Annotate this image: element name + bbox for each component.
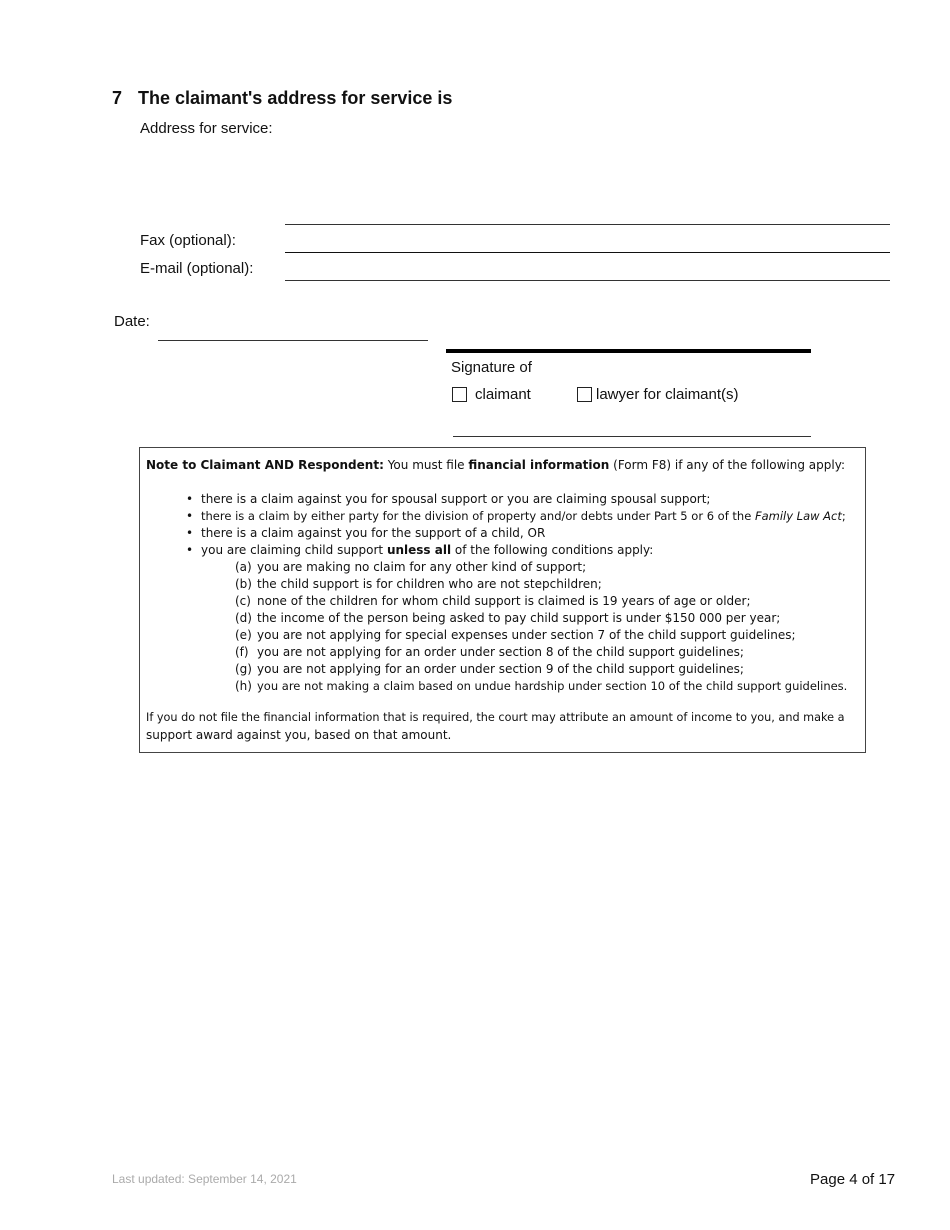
condition-text: you are not applying for an order under section 9 of the child support guidelines; xyxy=(257,662,744,676)
condition-text: you are not applying for special expenses under section 7 of the child support guidelines; xyxy=(257,628,796,642)
condition-letter: (c) xyxy=(235,594,251,608)
signature-divider xyxy=(446,349,811,353)
unless-all-text: unless all xyxy=(386,543,452,557)
condition-letter: (g) xyxy=(235,662,252,676)
date-label: Date: xyxy=(114,313,150,330)
email-label: E-mail (optional): xyxy=(140,260,254,277)
bullet-property-division xyxy=(201,509,846,523)
note-intro xyxy=(146,458,845,472)
fax-field[interactable] xyxy=(285,252,890,253)
bullet-icon: • xyxy=(186,492,194,506)
bullet-child-support-claim: there is a claim against you for the support of a child, OR xyxy=(201,526,546,540)
section-number: 7 xyxy=(112,88,123,108)
bullet-icon: • xyxy=(186,509,194,523)
bullet-claiming-child-support xyxy=(201,543,653,557)
page-number: Page 4 of 17 xyxy=(810,1171,896,1188)
note-financial-info: financial information xyxy=(468,458,610,472)
family-law-act-title: Family Law Act xyxy=(754,509,842,523)
section-title: The claimant's address for service is xyxy=(138,88,453,108)
lawyer-checkbox[interactable] xyxy=(577,387,592,402)
note-closing-line-2: support award against you, based on that amount. xyxy=(146,728,452,742)
condition-letter: (b) xyxy=(235,577,252,591)
bullet-property-end: ; xyxy=(841,509,846,523)
date-field[interactable] xyxy=(158,340,428,341)
lawyer-option-label: lawyer for claimant(s) xyxy=(596,386,739,403)
condition-letter: (a) xyxy=(235,560,252,574)
condition-text: you are making no claim for any other kind of support; xyxy=(257,560,587,574)
bullet-icon: • xyxy=(186,526,194,540)
address-label: Address for service: xyxy=(140,120,273,137)
condition-text: you are not making a claim based on undue hardship under section 10 of the child support guidelines. xyxy=(257,679,848,693)
condition-letter: (d) xyxy=(235,611,252,625)
fax-label: Fax (optional): xyxy=(140,232,236,249)
note-box xyxy=(139,447,866,753)
note-intro-text-2: (Form F8) if any of the following apply: xyxy=(609,458,845,472)
bullet-spousal-support: there is a claim against you for spousal support or you are claiming spousal support; xyxy=(201,492,711,506)
condition-letter: (h) xyxy=(235,679,252,693)
note-closing-line-1: If you do not file the financial information that is required, the court may attribute an amount of income to you, and make a xyxy=(146,711,845,724)
claimant-checkbox[interactable] xyxy=(452,387,467,402)
condition-text: the child support is for children who are not stepchildren; xyxy=(257,577,602,591)
condition-text: you are not applying for an order under section 8 of the child support guidelines; xyxy=(257,645,744,659)
email-field[interactable] xyxy=(285,280,890,281)
note-intro-text: You must file xyxy=(383,458,469,472)
bullet-property-text: there is a claim by either party for the division of property and/or debts under Part 5 or 6 of the xyxy=(201,509,755,523)
signature-label: Signature of xyxy=(451,359,532,376)
bullet-icon: • xyxy=(186,543,194,557)
bullet-child-end: of the following conditions apply: xyxy=(451,543,654,557)
claimant-option-label: claimant xyxy=(475,386,531,403)
note-intro-bold: Note to Claimant AND Respondent: xyxy=(146,458,384,472)
address-line[interactable] xyxy=(285,224,890,225)
condition-letter: (f) xyxy=(235,645,249,659)
condition-letter: (e) xyxy=(235,628,252,642)
signature-line[interactable] xyxy=(453,436,811,437)
condition-text: the income of the person being asked to pay child support is under $150 000 per year; xyxy=(257,611,781,625)
condition-text: none of the children for whom child support is claimed is 19 years of age or older; xyxy=(257,594,751,608)
bullet-child-text: you are claiming child support xyxy=(201,543,387,557)
last-updated: Last updated: September 14, 2021 xyxy=(112,1172,297,1186)
